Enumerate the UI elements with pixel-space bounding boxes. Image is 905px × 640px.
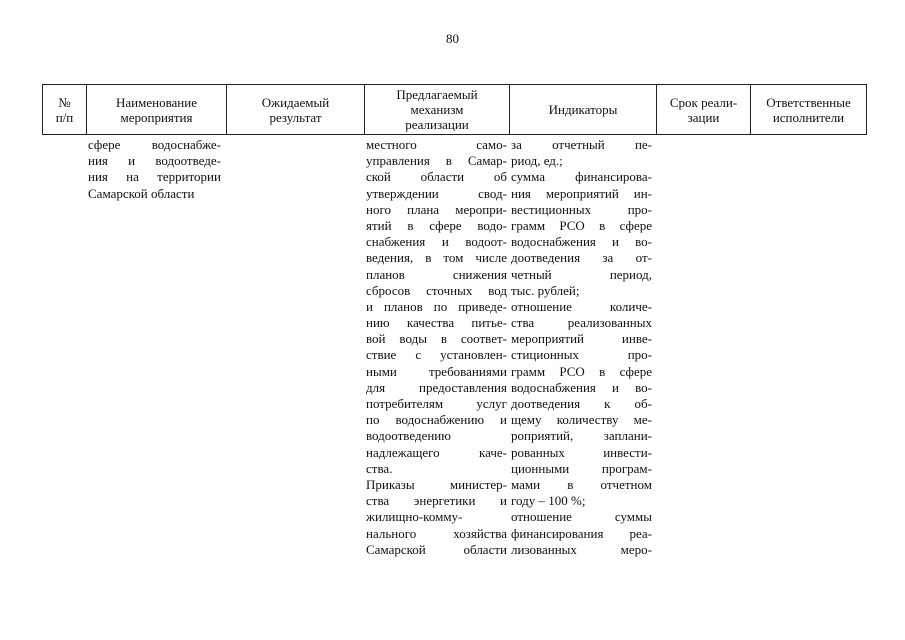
text-line: тыс. рублей; bbox=[511, 282, 580, 298]
text-line: снабжения и водоот- bbox=[366, 234, 507, 250]
text-line: для предоставления bbox=[366, 379, 507, 395]
text-line: лизованных меро- bbox=[511, 541, 652, 557]
text-line: жилищно-комму- bbox=[366, 509, 463, 525]
text-line: отношение количе- bbox=[511, 298, 652, 314]
text-line: ства энергетики и bbox=[366, 493, 507, 509]
text-line: Самарской области bbox=[366, 541, 507, 557]
header-divider bbox=[866, 84, 867, 135]
text-line: ской области об bbox=[366, 169, 507, 185]
text-line: отношение суммы bbox=[511, 509, 652, 525]
text-line: управления в Самар- bbox=[366, 153, 507, 169]
text-line: году – 100 %; bbox=[511, 493, 586, 509]
header-indicators: Индикаторы bbox=[548, 102, 618, 117]
text-line: Самарской области bbox=[88, 185, 195, 201]
text-line: рованных инвести- bbox=[511, 444, 652, 460]
text-line: ства реализованных bbox=[511, 315, 652, 331]
text-line: роприятий, заплани- bbox=[511, 428, 652, 444]
text-line: щему количеству ме- bbox=[511, 412, 652, 428]
text-line: сбросов сточных вод bbox=[366, 282, 507, 298]
text-line: риод, ед.; bbox=[511, 153, 563, 169]
text-line: стиционных про- bbox=[511, 347, 652, 363]
text-line: ния и водоотведе- bbox=[88, 153, 221, 169]
text-line: ционными програм- bbox=[511, 460, 652, 476]
text-line: сфере водоснабже- bbox=[88, 137, 221, 152]
text-line: надлежащего каче- bbox=[366, 444, 507, 460]
text-line: утверждении свод- bbox=[366, 185, 507, 201]
text-line: по водоснабжению и bbox=[366, 412, 507, 428]
text-line: нального хозяйства bbox=[366, 525, 507, 541]
text-line: ния мероприятий ин- bbox=[511, 185, 652, 201]
text-line: мами в отчетном bbox=[511, 476, 652, 492]
text-line: четный период, bbox=[511, 266, 652, 282]
text-line: мероприятий инве- bbox=[511, 331, 652, 347]
text-line: местного само- bbox=[366, 137, 507, 152]
text-line: ства. bbox=[366, 460, 393, 476]
header-responsible: Ответственные исполнители bbox=[766, 94, 851, 125]
text-line: водоснабжения и во- bbox=[511, 379, 652, 395]
header-mechanism: Предлагаемый механизм реализации bbox=[396, 87, 478, 132]
text-line: Приказы министер- bbox=[366, 476, 507, 492]
header-expected-result: Ожидаемый результат bbox=[261, 94, 330, 125]
header-number: № п/п bbox=[55, 94, 74, 125]
text-line: ного плана меропри- bbox=[366, 201, 507, 217]
text-line: планов снижения bbox=[366, 266, 507, 282]
activity-name-column bbox=[88, 137, 221, 202]
text-line: вой воды в соответ- bbox=[366, 331, 507, 347]
text-line: грамм РСО в сфере bbox=[511, 363, 652, 379]
text-line: финансирования реа- bbox=[511, 525, 652, 541]
text-line: водоснабжения и во- bbox=[511, 234, 652, 250]
text-line: водоотведению bbox=[366, 428, 451, 444]
text-line: ведения, в том числе bbox=[366, 250, 507, 266]
text-line: грамм РСО в сфере bbox=[511, 217, 652, 233]
text-line: ния на территории bbox=[88, 169, 221, 185]
text-line: сумма финансирова- bbox=[511, 169, 652, 185]
text-line: потребителям услуг bbox=[366, 396, 507, 411]
header-deadline: Срок реали- зации bbox=[669, 94, 738, 125]
text-line: доотведения за от- bbox=[511, 250, 652, 266]
text-line: и планов по приведе- bbox=[366, 298, 507, 314]
text-line: за отчетный пе- bbox=[511, 137, 652, 152]
page-number: 80 bbox=[446, 31, 459, 46]
header-activity-name: Наименование мероприятия bbox=[116, 94, 197, 125]
header-bottom-border bbox=[42, 134, 867, 135]
text-line: вестиционных про- bbox=[511, 201, 652, 217]
text-line: доотведения к об- bbox=[511, 396, 652, 411]
mechanism-column bbox=[366, 137, 507, 558]
text-line: ятий в сфере водо- bbox=[366, 217, 507, 233]
text-line: нию качества питье- bbox=[366, 315, 507, 331]
text-line: ными требованиями bbox=[366, 363, 507, 379]
indicators-column bbox=[511, 137, 652, 558]
text-line: ствие с установлен- bbox=[366, 347, 507, 363]
